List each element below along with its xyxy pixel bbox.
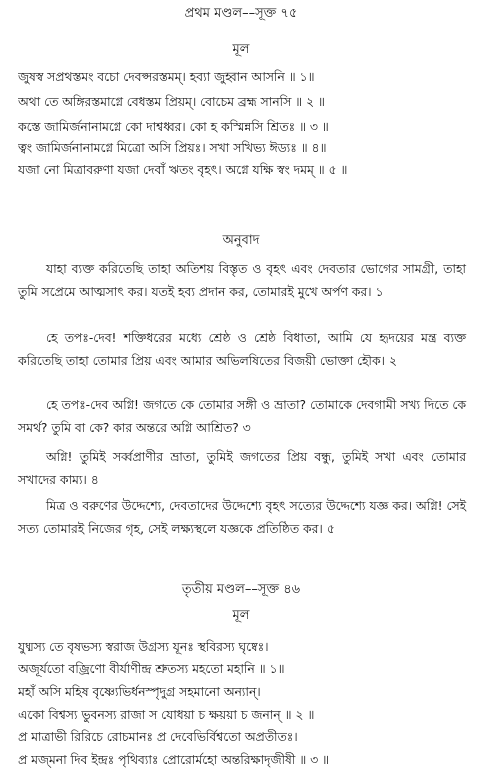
verse-line: যুধ্মস্য তে বৃষভস্য স্বরাজ উগ্রস্য যূনঃ স্থবিরস্য ঘৃষ্বেঃ।: [18, 640, 269, 654]
mool-label: মূল: [232, 42, 250, 57]
translation-paragraph: মিত্র ও বরুণের উদ্দেশ্যে, দেবতাদের উদ্দেশ্যে বৃহৎ সত্যের উদ্দেশ্যে যজ্ঞ কর। অগ্নি! সেই সত্য তোমারই নিজের গৃহ, সেই লক্ষ্যস্থলে যজ্ঞকে প্রতিষ্ঠিত কর। ৫: [18, 499, 466, 536]
verse-line: একো বিশ্বস্য ভুবনস্য রাজা স যোধয়া চ ক্ষয়য়া চ জনান্ ॥ ২ ॥: [18, 708, 315, 722]
translation-paragraph: হে তপঃ-দেব! শক্তিধরের মধ্যে শ্রেষ্ঠ ও শ্রেষ্ঠ বিধাতা, আমি যে হৃদয়ের মন্ত্র ব্যক্ত করিতেছি তাহা তোমার প্রিয় এবং আমার অভিলষিতের বিজয়ী ভোক্তা হৌক। ২: [18, 331, 466, 368]
verse-line: অজূর্যতো বজ্রিণো বীর্যাণীন্দ্র শ্রুতস্য মহতো মহানি ॥ ১॥: [18, 662, 285, 676]
mool-label: মূল: [232, 608, 250, 623]
anubad-label: অনুবাদ: [222, 233, 260, 248]
verse-line: প্র মাত্রাভী রিরিচে রোচমানঃ প্র দেবেভির্বিশ্বতো অপ্রতীতঃ।: [18, 730, 298, 744]
verse-line: জুষস্ব সপ্রথস্তমং বচো দেবপ্সরস্তমম্। হব্যা জুহ্বান আসনি ॥ ১॥: [18, 70, 315, 84]
verse-line: অথা তে অঙ্গিরস্তমাগ্নে বেধস্তম প্রিয়ম্। বোচেম ব্রহ্ম সানসি ॥ ২ ॥: [18, 95, 325, 109]
verse-line: প্র মজ্মনা দিব ইন্দ্রঃ পৃথিব্যাঃ প্রোরোর্মহো অন্তরিক্ষাদৃজীষী ॥ ৩ ॥: [18, 753, 329, 767]
verse-line: ত্বং জামির্জনানামগ্নে মিত্রো অসি প্রিয়ঃ। সখা সখিভ্য ঈড্যঃ ॥ ৪॥: [18, 141, 327, 155]
verse-line: মহাঁ অসি মহিষ বৃষ্ণ্যেভির্ধনস্পৃদুগ্র সহমানো অন্যান্।: [18, 685, 261, 699]
translation-paragraph: হে তপঃ-দেব অগ্নি! জগতে কে তোমার সঙ্গী ও ভ্রাতা? তোমাকে দেবগামী সখ্য দিতে কে সমর্থ? তুমি বা কে? কার অন্তরে অগ্নি আশ্রিত? ৩: [18, 398, 466, 435]
section-heading: তৃতীয় মণ্ডল––সূক্ত ৪৬: [181, 582, 301, 597]
translation-paragraph: অগ্নি! তুমিই সর্ব্বপ্রাণীর ভ্রাতা, তুমিই জগতের প্রিয় বন্ধু, তুমিই সখা এবং তোমার সখাদের কাম্য। ৪: [18, 450, 466, 487]
verse-line: যজা নো মিত্রাবরুণা যজা দেবাঁ ঋতং বৃহৎ। অগ্নে যক্ষি স্বং দমম্ ॥ ৫ ॥: [18, 163, 348, 177]
verse-line: কস্তে জামির্জনানামগ্নে কো দাশ্বধ্বর। কো হ কস্মিন্নসি শ্রিতঃ ॥ ৩ ॥: [18, 120, 329, 134]
translation-paragraph: যাহা ব্যক্ত করিতেছি তাহা অতিশয় বিস্তৃত ও বৃহৎ এবং দেবতার ভোগের সামগ্রী, তাহা তুমি সপ্রেমে আত্মসাৎ কর। যতই হব্য প্রদান কর, তোমারই মুখে অর্পণ কর। ১: [18, 262, 466, 299]
section-heading: প্রথম মণ্ডল––সূক্ত ৭৫: [184, 6, 298, 21]
